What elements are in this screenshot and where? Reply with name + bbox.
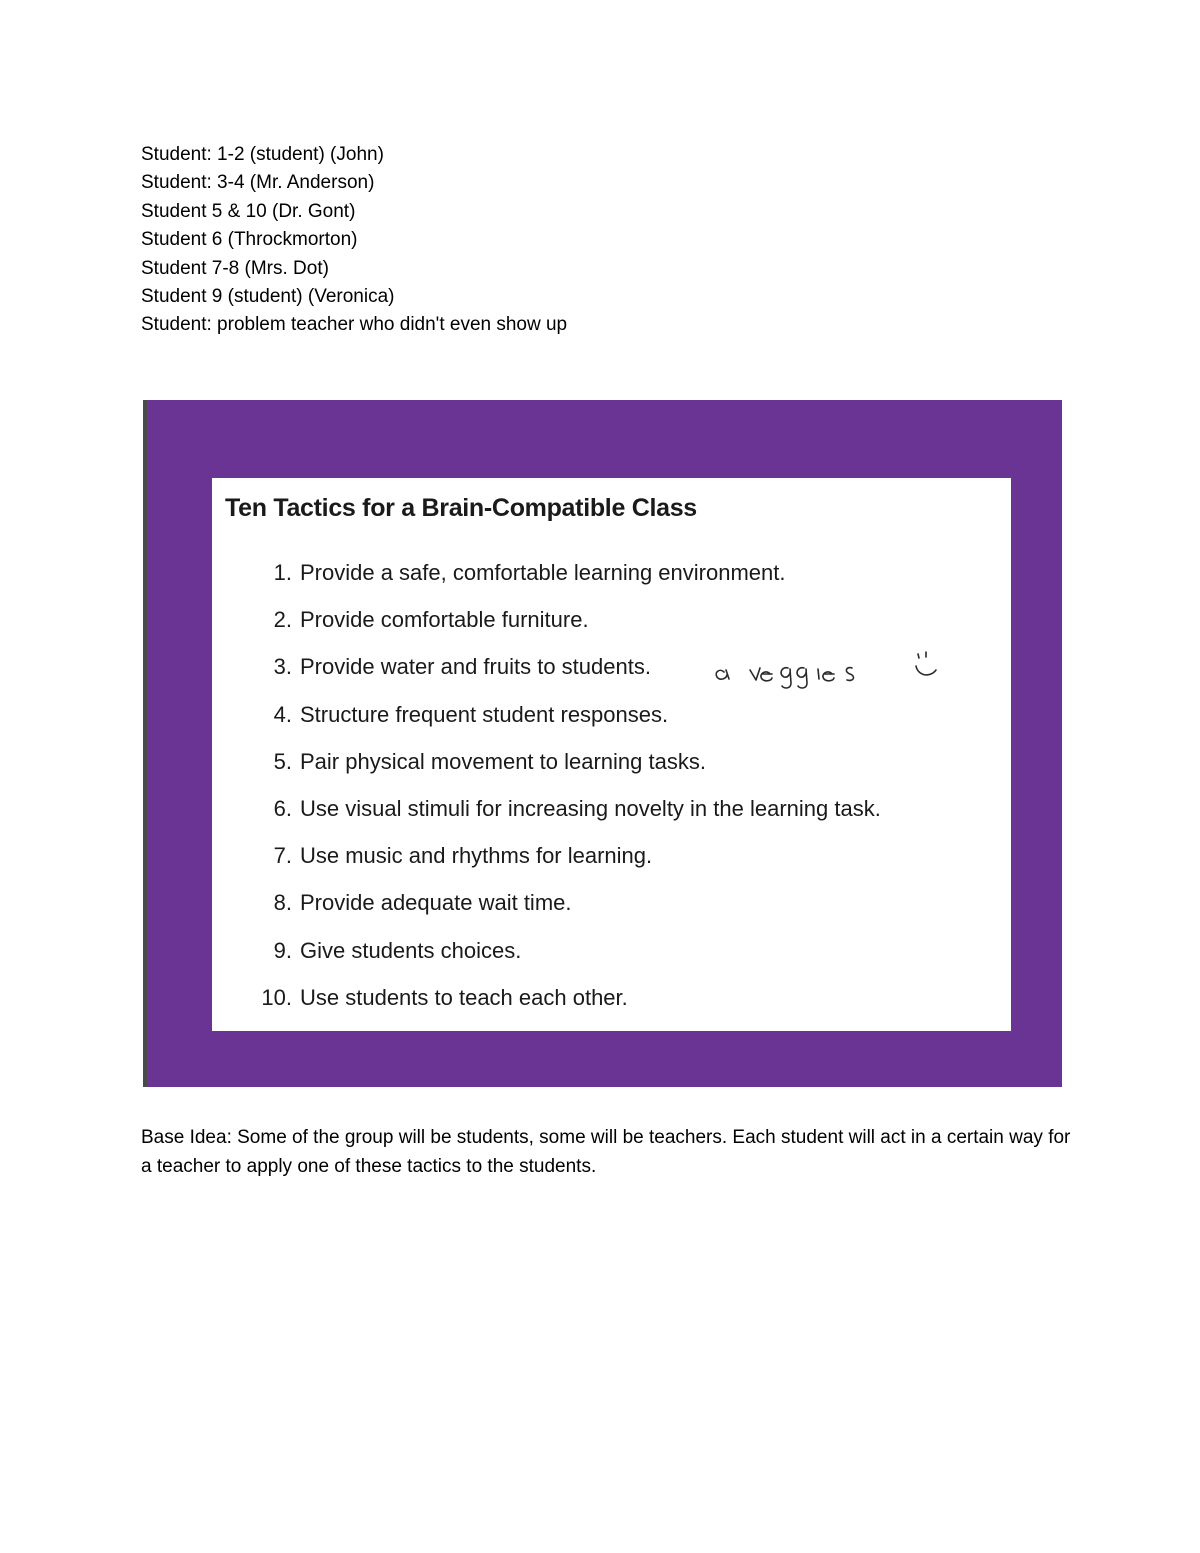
tactic-text: Use students to teach each other.	[300, 984, 628, 1010]
tactic-text: Structure frequent student responses.	[300, 701, 669, 727]
tactic-item	[252, 560, 881, 607]
roster-line: Student 5 & 10 (Dr. Gont)	[141, 200, 356, 222]
tactic-number: 9.	[273, 937, 292, 963]
tactic-item	[252, 890, 881, 937]
tactic-number: 5.	[273, 748, 292, 774]
tactic-number: 10.	[261, 984, 292, 1010]
tactic-text: Provide adequate wait time.	[300, 890, 572, 916]
roster-line: Student 7-8 (Mrs. Dot)	[141, 257, 329, 279]
tactic-text: Provide water and fruits to students.	[300, 654, 651, 680]
tactics-title: Ten Tactics for a Brain-Compatible Class	[225, 494, 697, 522]
student-roster	[141, 141, 1091, 340]
tactics-figure	[143, 400, 1062, 1087]
tactic-item	[252, 985, 881, 1032]
tactics-list	[252, 560, 881, 1032]
tactic-text: Provide comfortable furniture.	[300, 607, 589, 633]
tactic-item	[252, 843, 881, 890]
tactic-text: Give students choices.	[300, 937, 522, 963]
tactic-number: 1.	[273, 560, 292, 585]
tactic-number: 7.	[273, 843, 292, 869]
roster-line: Student 6 (Throckmorton)	[141, 229, 358, 251]
tactic-text: Use music and rhythms for learning.	[300, 843, 653, 869]
roster-line: Student: 3-4 (Mr. Anderson)	[141, 172, 375, 194]
tactic-item	[252, 938, 881, 985]
handwritten-note	[712, 646, 972, 716]
tactic-item	[252, 796, 881, 843]
tactic-text: Use visual stimuli for increasing novelty in the learning task.	[300, 795, 881, 821]
tactic-item	[252, 749, 881, 796]
roster-line: Student: problem teacher who didn't even show up	[141, 314, 568, 336]
tactic-number: 6.	[273, 795, 292, 821]
tactic-text: Pair physical movement to learning tasks.	[300, 748, 706, 774]
tactic-text: Provide a safe, comfortable learning environment.	[300, 560, 786, 585]
base-idea-paragraph: Base Idea: Some of the group will be students, some will be teachers. Each student will act in a certain way for a teacher to apply one of these tactics to the students.	[141, 1127, 1071, 1177]
tactic-number: 4.	[273, 701, 292, 727]
roster-line: Student 9 (student) (Veronica)	[141, 286, 395, 308]
handwritten-scribble	[712, 646, 972, 716]
tactic-number: 3.	[273, 654, 292, 680]
tactic-number: 2.	[273, 607, 292, 633]
tactic-number: 8.	[273, 890, 292, 916]
roster-line: Student: 1-2 (student) (John)	[141, 144, 384, 165]
tactics-card	[212, 478, 1011, 1031]
